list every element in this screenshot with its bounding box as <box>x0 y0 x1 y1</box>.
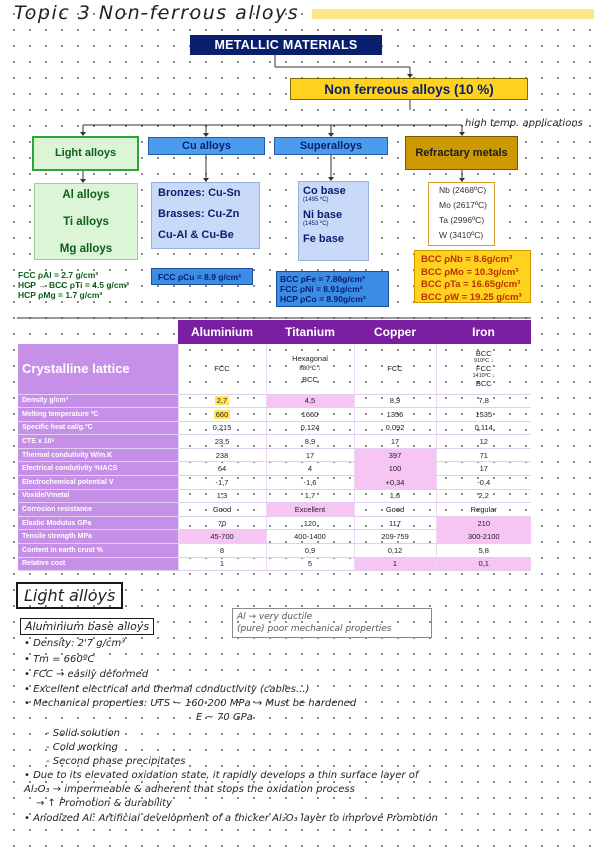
table-row <box>18 408 531 422</box>
superalloys-list <box>298 181 369 261</box>
nonferrous-alloys-box: Non ferreous alloys (10 %) <box>290 78 528 100</box>
density-line: FCC ρNi = 8.91g/cm³ <box>280 284 363 294</box>
table-cell: 1535 <box>436 408 531 422</box>
table-cell: 0,092 <box>354 421 436 435</box>
light-density-list <box>18 270 129 300</box>
density-line: BCC ρMo = 10.3g/cm³ <box>421 266 519 278</box>
density-line: BCC ρNb = 8.6g/cm³ <box>421 254 513 265</box>
table-cell: 210 <box>436 516 531 530</box>
table-cell <box>178 394 266 408</box>
row-header: Density g/cm³ <box>18 394 178 408</box>
note-line: • Excellent electrical and thermal conductivity (cables...) <box>24 684 310 695</box>
table-row <box>18 421 531 435</box>
row-header: Melting temperature ºC <box>18 408 178 422</box>
density-line: HCP → BCC ρTi = 4.5 g/cm³ <box>18 280 129 290</box>
note-line: • Density: 2'7 g/cm³ <box>24 638 126 649</box>
table-row <box>18 557 531 571</box>
note-line: E ~ 70 GPa <box>196 712 253 723</box>
list-item: Mo (2617ºC) <box>439 200 487 210</box>
list-item: Mg alloys <box>59 243 113 255</box>
table-cell: 1660 <box>266 408 354 422</box>
list-item: Cu-Al & Cu-Be <box>158 229 234 241</box>
density-line: BCC ρFe = 7.86g/cm³ <box>280 274 365 284</box>
table-cell: 8,9 <box>266 435 354 449</box>
table-cell: 400-1400 <box>266 530 354 544</box>
table-cell: 2,2 <box>436 489 531 503</box>
row-header: Thermal condutivity W/m.K <box>18 448 178 462</box>
table-cell: 70 <box>178 516 266 530</box>
row-header: Specific heat cal/g.ºC <box>18 421 178 435</box>
table-cell: Good <box>178 503 266 517</box>
table-cell: 0,124 <box>266 421 354 435</box>
lattice-line: 910ºC ↓ <box>474 358 494 365</box>
table-cell: 100 <box>354 462 436 476</box>
table-cell: 0,114 <box>436 421 531 435</box>
row-header: Tensile strength MPa <box>18 530 178 544</box>
cu-density: FCC ρCu = 8.9 g/cm³ <box>151 268 253 285</box>
table-cell: -1,6 <box>266 476 354 490</box>
table-cell: 117 <box>354 516 436 530</box>
table-cell <box>266 344 354 394</box>
table-row <box>18 448 531 462</box>
metallic-materials-box: METALLIC MATERIALS <box>190 35 382 55</box>
table-cell: 4,5 <box>266 394 354 408</box>
table-cell: 8 <box>178 544 266 558</box>
light-alloys-heading: Light alloys <box>16 582 123 609</box>
table-cell <box>436 344 531 394</box>
refractory-density-list <box>414 250 531 303</box>
lattice-line: 880ºC ↓ <box>299 365 321 372</box>
list-item: Ta (2996ºC) <box>439 215 485 225</box>
list-item: Fe base <box>303 233 344 245</box>
column-header: Copper <box>354 320 436 344</box>
refractory-list <box>428 182 495 246</box>
note-line: - Second phase precipitates <box>46 756 186 767</box>
table-row <box>18 530 531 544</box>
table-cell: 238 <box>178 448 266 462</box>
note-line: • Anodized Al: Artificial development of a thicker Al₂O₃ layer to improve Promotion <box>24 813 438 824</box>
lattice-line: BCC <box>475 379 492 389</box>
column-header: Aluminium <box>178 320 266 344</box>
table-cell: 17 <box>266 448 354 462</box>
table-cell: 120 <box>266 516 354 530</box>
table-cell: 17 <box>436 462 531 476</box>
list-item-temp: (1453 ºC) <box>303 221 329 227</box>
density-line: BCC ρW = 19.25 g/cm³ <box>421 291 522 303</box>
density-line: HCP ρCo = 8.90g/cm³ <box>280 294 366 304</box>
table-cell: Regular <box>436 503 531 517</box>
table-cell: 17 <box>354 435 436 449</box>
list-item-temp: (1495 ºC) <box>303 197 329 203</box>
note-line: - Solid solution <box>46 728 120 739</box>
table-cell: 1,6 <box>354 489 436 503</box>
table-cell: 71 <box>436 448 531 462</box>
density-line: BCC ρTa = 16.65g/cm³ <box>421 279 521 290</box>
list-item: Ni base <box>303 209 343 221</box>
row-header: Corrosion resistance <box>18 503 178 517</box>
table-cell: 64 <box>178 462 266 476</box>
table-cell: Excellent <box>266 503 354 517</box>
table-row <box>18 476 531 490</box>
table-cell: 1356 <box>354 408 436 422</box>
super-density-list <box>276 271 389 307</box>
table-cell: 0,215 <box>178 421 266 435</box>
list-item: Bronzes: Cu-Sn <box>158 187 241 199</box>
row-header: Crystalline lattice <box>18 344 178 394</box>
lattice-line: BCC <box>475 349 492 359</box>
light-alloys-list <box>34 183 138 260</box>
column-header: Titanium <box>266 320 354 344</box>
table-cell: 5 <box>266 557 354 571</box>
note-line: • Due to its elevated oxidation state, it rapidly develops a thin surface layer of <box>24 770 419 781</box>
table-cell: 0,1 <box>436 557 531 571</box>
note-line: Al₂O₃ → impermeable & adherent that stops the oxidation process <box>24 784 355 795</box>
density-line: FCC ρAl = 2.7 g/cm³ <box>18 270 99 280</box>
table-row <box>18 516 531 530</box>
table-cell: FCC <box>354 344 436 394</box>
list-item: Nb (2468ºC) <box>439 185 487 195</box>
table-cell: FCC <box>178 344 266 394</box>
table-row <box>18 503 531 517</box>
row-header: Voxide/Vmetal <box>18 489 178 503</box>
row-header: Electrical condutivity %IACS <box>18 462 178 476</box>
list-item: Brasses: Cu-Zn <box>158 208 240 220</box>
table-cell: 8,9 <box>354 394 436 408</box>
lattice-line: 1410ºC ↓ <box>472 373 495 380</box>
cu-alloys-list <box>151 182 260 249</box>
table-cell: 1,7 <box>266 489 354 503</box>
row-header: Elastic Modulus GPa <box>18 516 178 530</box>
column-header: Iron <box>436 320 531 344</box>
note-line: • Tm = 660ºC <box>24 654 95 665</box>
table-cell: 7,8 <box>436 394 531 408</box>
light-alloys-box: Light alloys <box>32 136 139 171</box>
table-row <box>18 462 531 476</box>
table-row <box>18 344 531 394</box>
table-cell: 1 <box>354 557 436 571</box>
table-cell: -1,7 <box>178 476 266 490</box>
aluminium-base-heading: Aluminium base alloys <box>20 618 154 635</box>
list-item: Ti alloys <box>63 216 109 228</box>
note-line: → ↑ Promotion & durability <box>36 798 172 809</box>
table-cell: -0,4 <box>436 476 531 490</box>
table-cell <box>178 408 266 422</box>
table-cell: 1 <box>178 557 266 571</box>
table-cell: 45-700 <box>178 530 266 544</box>
table-cell: Good <box>354 503 436 517</box>
refractory-metals-box: Refractary metals <box>405 136 518 170</box>
table-cell: 0,9 <box>266 544 354 558</box>
table-cell: 300-2100 <box>436 530 531 544</box>
table-cell: 209-759 <box>354 530 436 544</box>
list-item: Co base <box>303 185 346 197</box>
list-item: W (3410ºC) <box>439 230 484 240</box>
density-line: HCP ρMg = 1.7 g/cm³ <box>18 290 103 300</box>
table-row <box>18 394 531 408</box>
properties-table <box>18 320 531 571</box>
table-cell: 12 <box>436 435 531 449</box>
row-header: Electrochemical potential V <box>18 476 178 490</box>
high-temp-note: high temp. applications <box>465 118 583 129</box>
superalloys-box: Superalloys <box>274 137 388 155</box>
row-header: Relative cost <box>18 557 178 571</box>
table-cell: 5,8 <box>436 544 531 558</box>
lattice-line: Hexagonal <box>292 353 328 363</box>
table-row <box>18 544 531 558</box>
table-cell: 397 <box>354 448 436 462</box>
table-cell: 1,3 <box>178 489 266 503</box>
page-title: Topic 3 Non-ferrous alloys <box>14 2 300 24</box>
list-item: Al alloys <box>62 189 110 201</box>
highlighted-value: 2,7 <box>216 396 228 406</box>
cu-alloys-box: Cu alloys <box>148 137 265 155</box>
table-cell: 4 <box>266 462 354 476</box>
table-corner <box>18 320 178 344</box>
lattice-line: BCC <box>302 374 318 384</box>
table-row <box>18 489 531 503</box>
table-cell: +0,34 <box>354 476 436 490</box>
row-header: Content in earth crust % <box>18 544 178 558</box>
row-header: CTE x 10⁶ <box>18 435 178 449</box>
note-line: - Cold working <box>46 742 118 753</box>
table-cell: 23,5 <box>178 435 266 449</box>
note-line: • Mechanical properties: UTS ~ 160-200 MPa → Must be hardened <box>24 698 357 709</box>
side-note-line: Al → very ductile <box>237 612 313 622</box>
side-note-line: (pure) poor mechanical properties <box>237 624 392 634</box>
table-header-row <box>18 320 531 344</box>
side-note-box <box>232 608 432 638</box>
note-line: • FCC → easily deformed <box>24 669 149 680</box>
table-row <box>18 435 531 449</box>
highlighted-value: 660 <box>215 409 229 419</box>
table-cell: 0,12 <box>354 544 436 558</box>
lattice-line: FCC <box>476 364 492 374</box>
